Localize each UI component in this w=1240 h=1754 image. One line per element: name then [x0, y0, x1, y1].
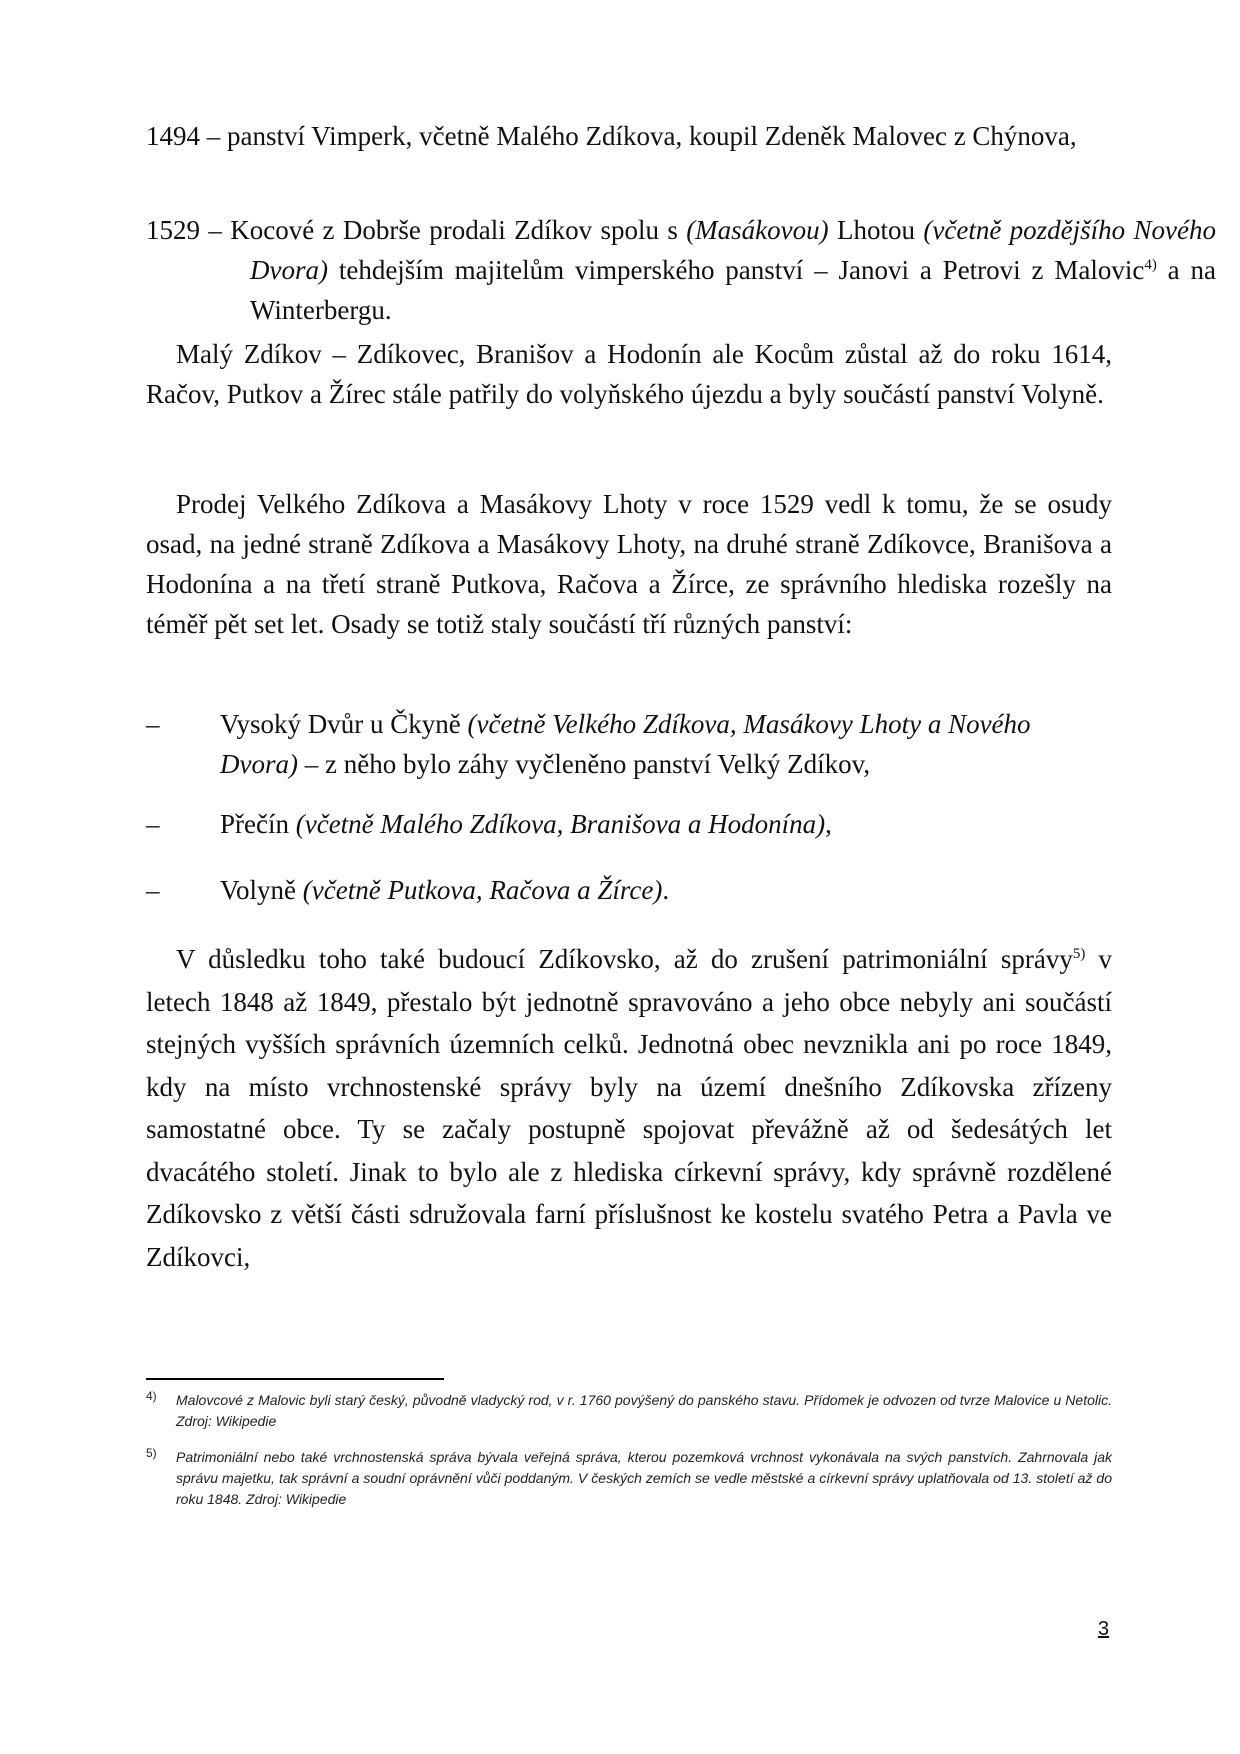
entry-text: Lhotou	[828, 215, 924, 245]
year-label: 1529	[146, 215, 200, 245]
estate-name: Vysoký Dvůr u Čkyně	[220, 709, 468, 739]
footnote-ref-5[interactable]: 5)	[1072, 946, 1086, 962]
estate-name: Volyně	[220, 875, 303, 905]
paragraph-text: V důsledku toho také budoucí Zdíkovsko, až do zrušení patrimoniální správy	[176, 944, 1073, 974]
entry-text: – panství Vimperk, včetně Malého Zdíkova, koupil Zdeněk Malovec z Chýnova,	[200, 121, 1077, 151]
estate-rest: ,	[825, 809, 832, 839]
paragraph-maly-zdikov: Malý Zdíkov – Zdíkovec, Branišov a Hodonín ale Kocům zůstal až do roku 1614, Račov, Putkov a Žírec stále patřily do volyňského újezdu a byly součástí panství Volyně.	[146, 339, 1112, 409]
footnote-mark: 5)	[146, 1446, 157, 1460]
estate-italic: (včetně Velkého Zdíkova, Masákovy Lhoty a Nového Dvora)	[220, 709, 1031, 779]
paragraph-text: v letech 1848 až 1849, přestalo být jednotně spravováno a jeho obce nebyly ani součástí stejných vyšších správních územních celků. Jednotná obec nevznikla ani po roce 1849, kdy na místo vrchnostenské správy byly na území dnešního Zdíkovska zřízeny samostatné obce. Ty se začaly postupně spojovat převážně až od šedesátých let dvacátého století. Jinak to bylo ale z hlediska církevní správy, kdy správně rozdělené Zdíkovsko z větší části sdružovala farní příslušnost ke kostelu svatého Petra a Pavla ve Zdíkovci,	[146, 944, 1112, 1272]
chronology-entry-1494	[146, 116, 1216, 156]
list-item-vysoky-dvur	[146, 704, 1112, 784]
footnote-separator	[146, 1378, 444, 1380]
footnote-text: Patrimoniální nebo také vrchnostenská správa bývala veřejná správa, kterou pozemková vrchnost vykonávala na svých panstvích. Zahrnovala jak správu majetku, tak správní a soudní oprávnění vůči poddaným. V českých zemích se vedle městské a církevní správy uplatňovala od 13. století až do roku 1848. Zdroj: Wikipedie	[176, 1449, 1112, 1507]
year-label: 1494	[146, 121, 200, 151]
estate-name: Přečín	[220, 809, 296, 839]
list-item-volyne	[146, 870, 1112, 910]
estate-italic: (včetně Putkova, Račova a Žírce)	[302, 875, 663, 905]
estate-rest: – z něho bylo záhy vyčleněno panství Velký Zdíkov,	[297, 749, 871, 779]
entry-text: tehdejším majitelům vimperského panství – Janovi a Petrovi z Malovic	[327, 255, 1145, 285]
chronology-entry-1529	[146, 210, 1216, 330]
footnote-ref-4[interactable]: 4)	[1144, 257, 1157, 273]
entry-text: a na Winterbergu.	[250, 255, 1216, 325]
page-number: 3	[1098, 1618, 1110, 1640]
entry-text: – Kocové z Dobrše prodali Zdíkov spolu s	[200, 215, 687, 245]
footnote-4	[146, 1390, 1112, 1432]
list-item-precin	[146, 804, 1112, 844]
estate-rest: .	[662, 875, 670, 905]
footnote-mark: 4)	[146, 1389, 157, 1403]
paragraph-zdikovsko	[146, 938, 1112, 1278]
list-dash: –	[146, 875, 160, 905]
paragraph-prodej: Prodej Velkého Zdíkova a Masákovy Lhoty v roce 1529 vedl k tomu, že se osudy osad, na jedné straně Zdíkova a Masákovy Lhoty, na druhé straně Zdíkovce, Branišova a Hodonína a na třetí straně Putkova, Račova a Žírce, ze správního hlediska rozešly na téměř pět set let. Osady se totiž staly součástí tří různých panství:	[146, 489, 1112, 639]
list-dash: –	[146, 709, 160, 739]
footnote-text: Malovcové z Malovic byli starý český, původně vladycký rod, v r. 1760 povýšený do panského stavu. Přídomek je odvozen od tvrze Malovice u Netolic. Zdroj: Wikipedie	[176, 1392, 1112, 1429]
entry-italic: (včetně pozdějšího Nového Dvora)	[250, 215, 1217, 285]
estate-italic: (včetně Malého Zdíkova, Branišova a Hodonína)	[295, 809, 826, 839]
footnote-5	[146, 1447, 1112, 1510]
list-dash: –	[146, 809, 160, 839]
entry-italic: (Masákovou)	[686, 215, 829, 245]
